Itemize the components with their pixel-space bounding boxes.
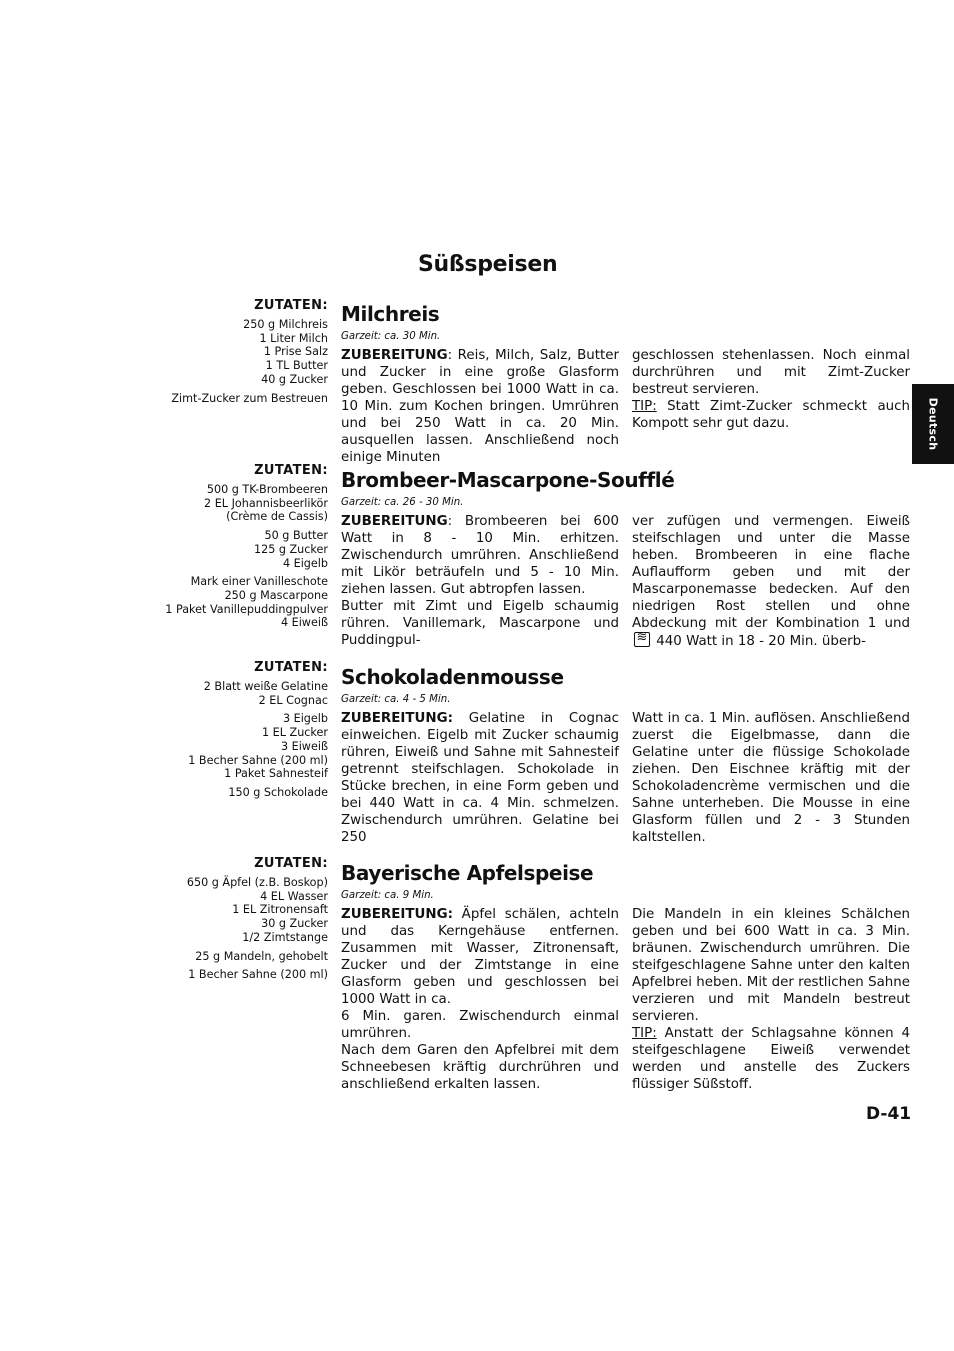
ingredient: 1 EL Zitronensaft xyxy=(232,903,328,917)
ingredient: 1/2 Zimtstange xyxy=(242,930,328,944)
ingredient: 25 g Mandeln, gehobelt xyxy=(195,949,328,963)
ingredient: 4 Eiweiß xyxy=(280,616,328,630)
preparation-text: : Brombeeren bei 600 Watt in 8 - 10 Min. erhitzen. Zwischendurch umrühren. Anschließend mit Likör beträufeln und 5 - 10 Min. ziehen lassen. Gut abtropfen lassen. xyxy=(341,514,619,597)
preparation-left xyxy=(341,513,619,649)
ingredient: 1 Liter Milch xyxy=(259,331,328,345)
preparation-text: 6 Min. garen. Zwischendurch einmal umrühren. xyxy=(341,1009,619,1041)
preparation-label: ZUBEREITUNG xyxy=(341,514,448,529)
preparation-label: ZUBEREITUNG: xyxy=(341,907,453,922)
cook-time: Garzeit: ca. 4 - 5 Min. xyxy=(341,694,451,705)
ingredients-list xyxy=(150,856,328,982)
preparation-left xyxy=(341,347,619,466)
ingredient: (Crème de Cassis) xyxy=(226,510,328,524)
preparation-text: ver zufügen und vermengen. Eiweiß steifschlagen und unter die Masse heben. Brombeeren in eine flache Auflaufform geben und mit der Mascarponemasse bedecken. Auf den niedrigen Rost stellen und ohne Abdeckung mit der Kombination 1 und xyxy=(632,514,910,631)
ingredients-heading: ZUTATEN: xyxy=(254,298,328,313)
ingredients-list xyxy=(150,298,328,405)
ingredient: 150 g Schokolade xyxy=(228,785,328,799)
ingredient: 1 EL Zucker xyxy=(262,726,328,740)
ingredient: 3 Eigelb xyxy=(282,712,328,726)
ingredient: 1 Paket Sahnesteif xyxy=(224,767,328,781)
ingredients-list xyxy=(150,660,328,800)
ingredient: 650 g Äpfel (z.B. Boskop) xyxy=(186,876,328,889)
page-number: D-41 xyxy=(866,1104,912,1124)
ingredient: 3 Eiweiß xyxy=(280,739,328,753)
recipe-title: Schokoladenmousse xyxy=(341,665,564,689)
ingredients-heading: ZUTATEN: xyxy=(254,660,328,675)
cook-time: Garzeit: ca. 26 - 30 Min. xyxy=(341,497,464,508)
ingredient: 250 g Milchreis xyxy=(243,318,328,331)
preparation-label: ZUBEREITUNG xyxy=(341,348,448,363)
ingredient: 1 Becher Sahne (200 ml) xyxy=(188,968,328,982)
language-tab xyxy=(912,384,954,464)
ingredient: 1 Paket Vanillepuddingpulver xyxy=(165,602,328,616)
tip-label: TIP: xyxy=(632,399,657,414)
ingredient: 2 EL Cognac xyxy=(258,693,328,707)
cook-time: Garzeit: ca. 9 Min. xyxy=(341,890,434,901)
tip-text: Statt Zimt-Zucker schmeckt auch Kompott sehr gut dazu. xyxy=(632,399,910,431)
preparation-text: 440 Watt in 18 - 20 Min. überb- xyxy=(656,634,866,649)
preparation-right xyxy=(632,906,910,1093)
preparation-text: Gelatine in Cognac einweichen. Eigelb mit Zucker schaumig rühren, Eiweiß und Sahne mit Sahnesteif getrennt steifschlagen. Schokolade in Stücke brechen, in eine Form geben und bei 440 Watt in ca. 4 Min. schmelzen. Zwischendurch umrühren. Gelatine bei 250 xyxy=(341,711,619,845)
preparation-label: ZUBEREITUNG: xyxy=(341,711,453,726)
preparation-right xyxy=(632,513,910,650)
ingredient: 50 g Butter xyxy=(264,529,328,543)
recipe-title: Milchreis xyxy=(341,302,440,326)
ingredient: 40 g Zucker xyxy=(261,372,328,386)
ingredient: 500 g TK-Brombeeren xyxy=(206,483,328,496)
ingredient: 1 Becher Sahne (200 ml) xyxy=(188,753,328,767)
preparation-text: Äpfel schälen, achteln und das Kerngehäuse entfernen. Zusammen mit Wasser, Zitronensaft, Zucker und der Zimtstange in eine Glasform geben und geschlossen bei 1000 Watt in ca. xyxy=(341,907,619,1007)
preparation-left xyxy=(341,710,619,846)
ingredient: 2 Blatt weiße Gelatine xyxy=(203,680,328,693)
preparation-text: Watt in ca. 1 Min. auflösen. Anschließend zuerst die Eigelbmasse, dann die Gelatine unter die flüssige Schokolade ziehen. Den Eischnee kräftig mit der Schokoladencrème vermischen und die Sahne unterheben. Die Mousse in eine Glasform füllen und 2 - 3 Stunden kaltstellen. xyxy=(632,711,910,845)
tip-text: Anstatt der Schlagsahne können 4 steifgeschlagene Eiweiß verwendet werden und anstelle des Zuckers flüssiger Süßstoff. xyxy=(632,1026,910,1092)
ingredients-heading: ZUTATEN: xyxy=(254,463,328,478)
ingredient: 4 Eigelb xyxy=(282,556,328,570)
preparation-text: : Reis, Milch, Salz, Butter und Zucker in eine große Glasform geben. Geschlossen bei 1000 Watt in ca. 10 Min. zum Kochen bringen. Umrühren und bei 250 Watt in ca. 20 Min. ausquellen lassen. Anschließend noch einige Minuten xyxy=(341,348,619,465)
page-title: Süßspeisen xyxy=(418,252,558,277)
recipe-title: Brombeer-Mascarpone-Soufflé xyxy=(341,468,675,492)
ingredient: Zimt-Zucker zum Bestreuen xyxy=(171,391,328,405)
recipe-title: Bayerische Apfelspeise xyxy=(341,861,594,885)
ingredients-list xyxy=(150,463,328,630)
preparation-right xyxy=(632,710,910,846)
cook-time: Garzeit: ca. 30 Min. xyxy=(341,331,441,342)
ingredient: 1 Prise Salz xyxy=(263,345,328,359)
ingredient: 250 g Mascarpone xyxy=(224,588,328,602)
microwave-icon xyxy=(634,632,650,647)
language-tab-label: Deutsch xyxy=(926,397,940,451)
ingredient: 125 g Zucker xyxy=(253,542,328,556)
ingredient: 2 EL Johannisbeerlikör xyxy=(204,496,328,510)
preparation-text: Nach dem Garen den Apfelbrei mit dem Schneebesen kräftig durchrühren und anschließend erkalten lassen. xyxy=(341,1043,619,1092)
preparation-text: Die Mandeln in ein kleines Schälchen geben und bei 600 Watt in ca. 3 Min. bräunen. Zwischendurch umrühren. Die steifgeschlagene Sahne unter den kalten Apfelbrei heben. Mit der restlichen Sahne verzieren und mit Mandeln bestreut servieren. xyxy=(632,907,910,1024)
ingredients-heading: ZUTATEN: xyxy=(254,856,328,871)
ingredient: 30 g Zucker xyxy=(261,917,328,931)
ingredient: 1 TL Butter xyxy=(265,359,328,373)
tip-label: TIP: xyxy=(632,1026,657,1041)
preparation-left xyxy=(341,906,619,1093)
ingredient: Mark einer Vanilleschote xyxy=(190,575,328,589)
ingredient: 4 EL Wasser xyxy=(260,889,328,903)
preparation-text: Butter mit Zimt und Eigelb schaumig rühren. Vanillemark, Mascarpone und Puddingpul- xyxy=(341,599,619,648)
preparation-text: geschlossen stehenlassen. Noch einmal durchrühren und mit Zimt-Zucker bestreut servieren. xyxy=(632,348,910,397)
preparation-right xyxy=(632,347,910,432)
